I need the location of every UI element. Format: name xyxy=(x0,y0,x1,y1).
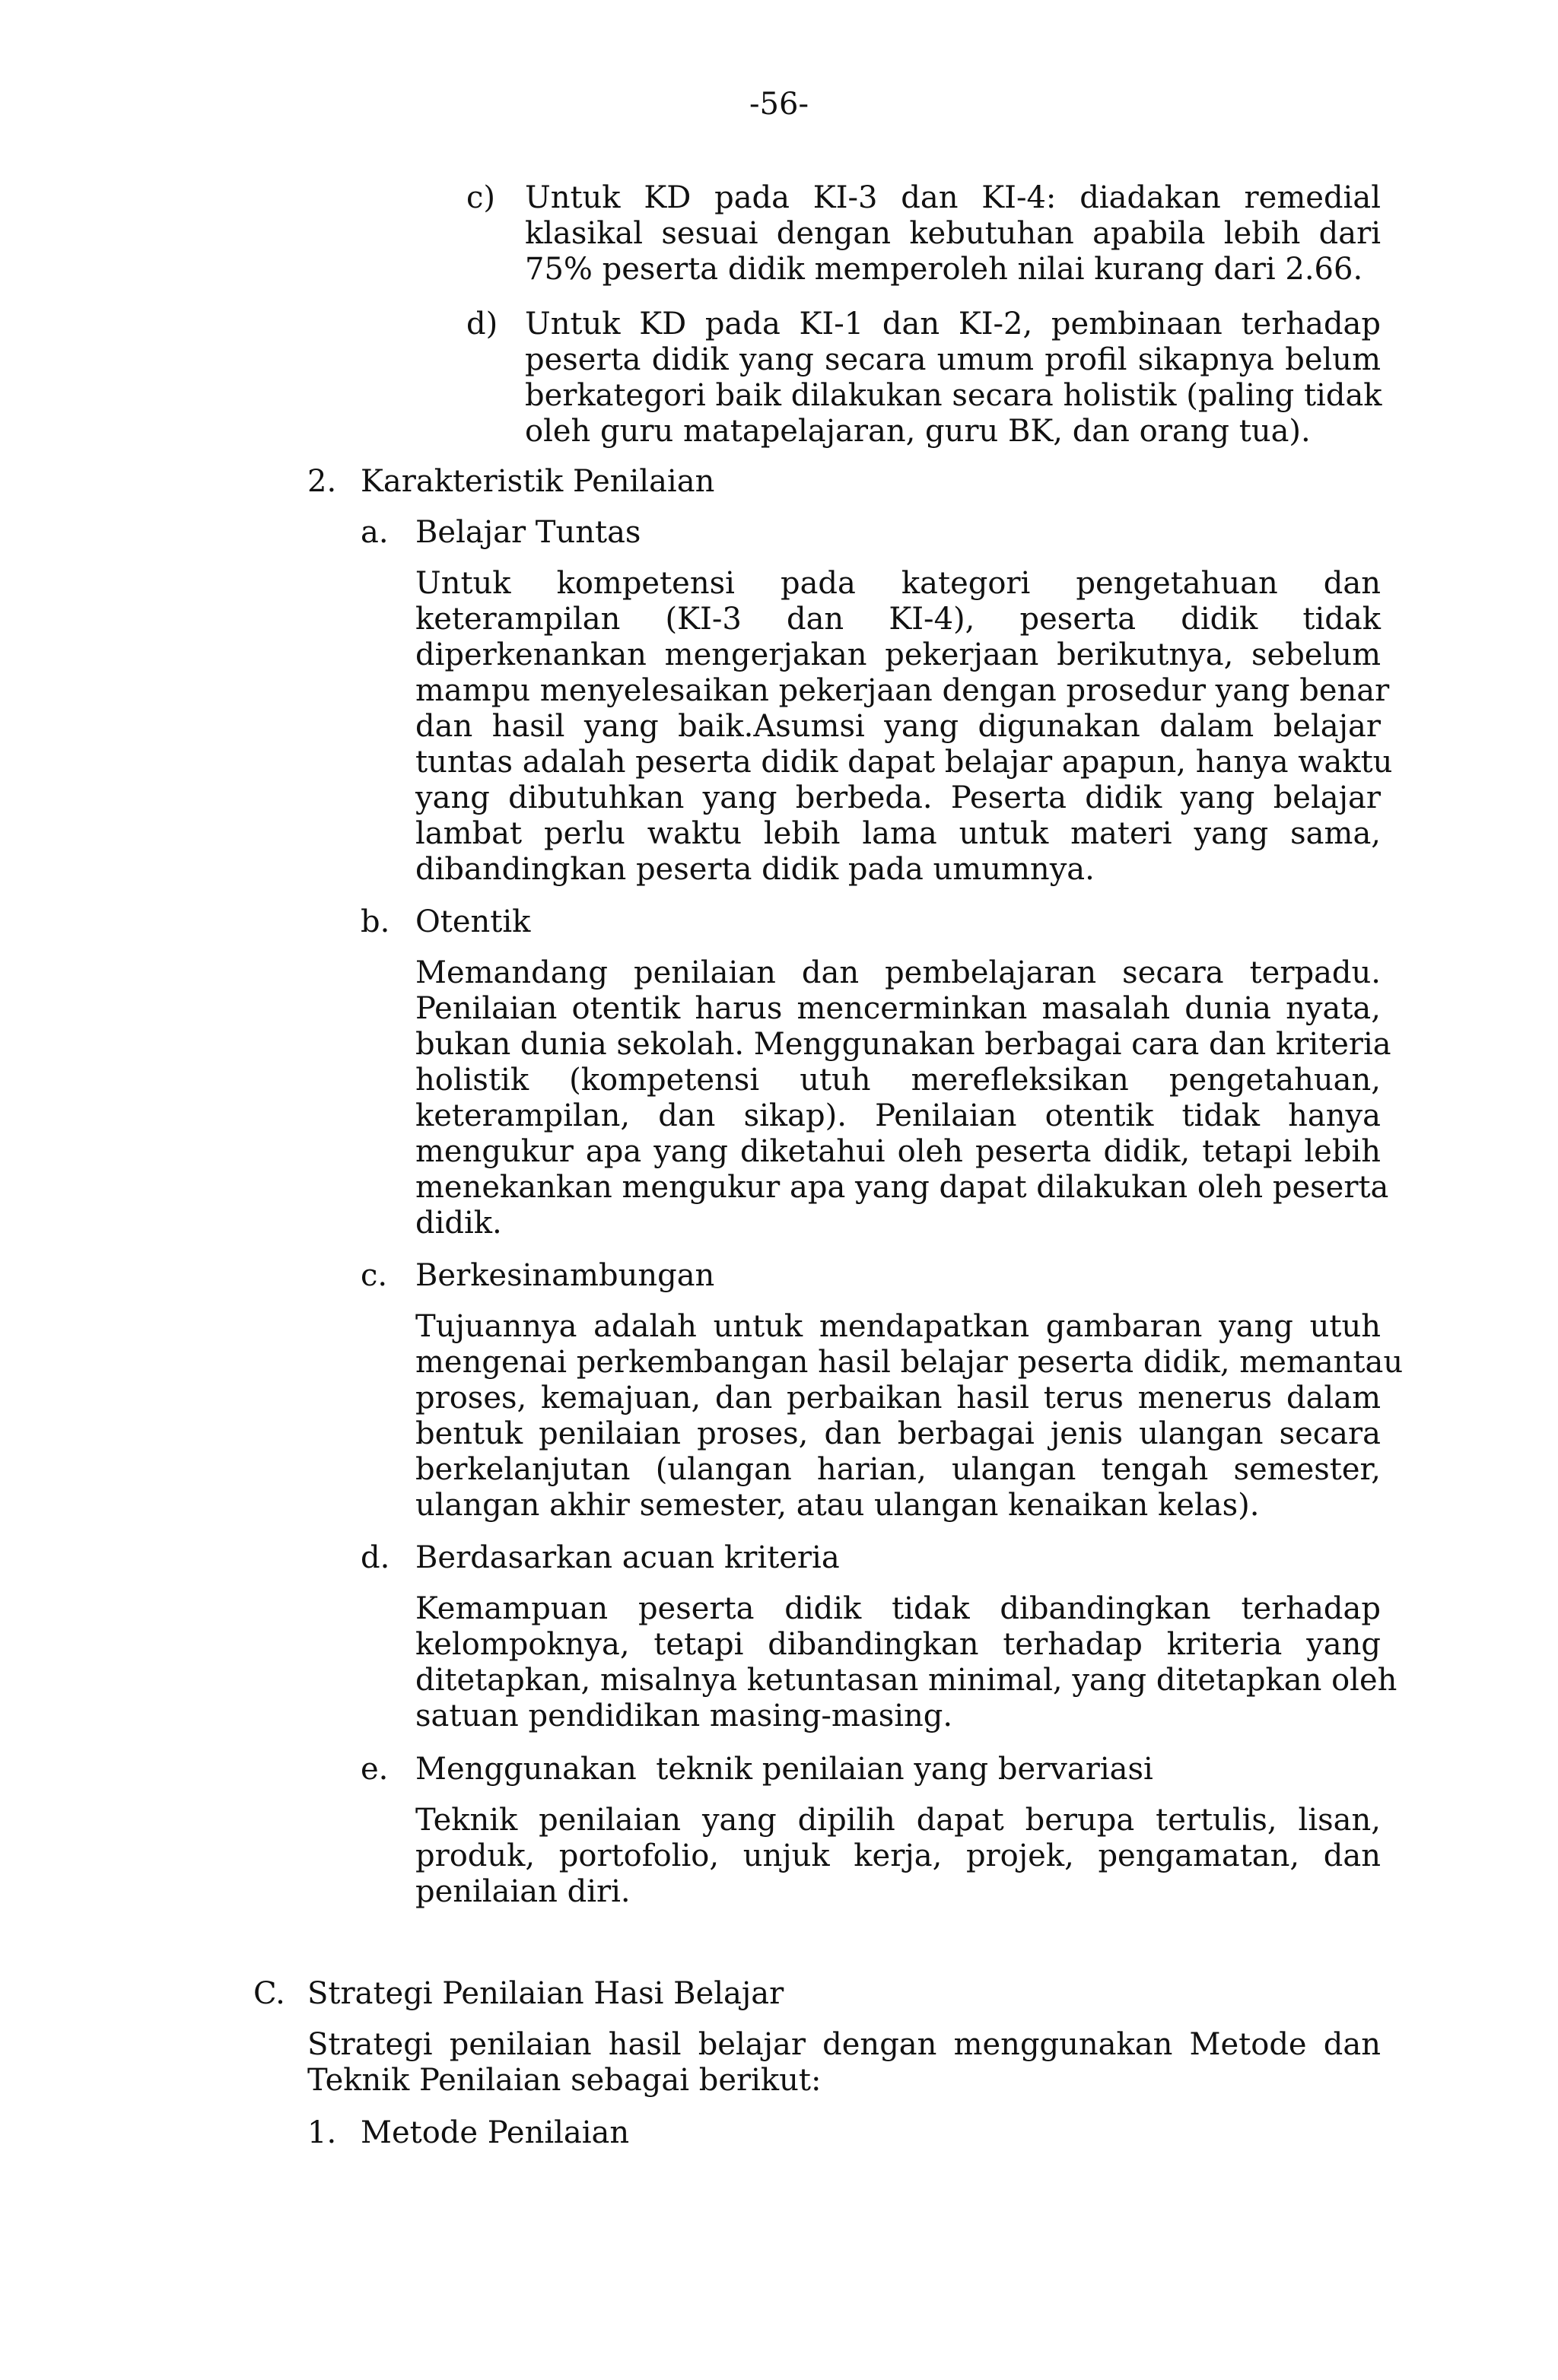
sub-e-line: produk, portofolio, unjuk kerja, projek, pengamatan, dan xyxy=(415,1838,1381,1873)
section-C-title: Strategi Penilaian Hasi Belajar xyxy=(307,1976,784,2011)
item-d-line-4: oleh guru matapelajaran, guru BK, dan orang tua). xyxy=(525,414,1311,449)
sub-a-line: yang dibutuhkan yang berbeda. Peserta didik yang belajar xyxy=(415,780,1381,815)
sub-c-title: Berkesinambungan xyxy=(415,1258,715,1293)
sub-b-paragraph xyxy=(415,955,1391,1241)
sub-b-line: keterampilan, dan sikap). Penilaian otentik tidak hanya xyxy=(415,1098,1381,1133)
sub-a-marker: a. xyxy=(361,515,389,550)
section-C-line: Strategi penilaian hasil belajar dengan menggunakan Metode dan xyxy=(307,2027,1381,2062)
sub-b-line: holistik (kompetensi utuh merefleksikan pengetahuan, xyxy=(415,1063,1381,1098)
sub-a-title: Belajar Tuntas xyxy=(415,515,641,550)
sub-d-line: Kemampuan peserta didik tidak dibandingkan terhadap xyxy=(415,1591,1381,1626)
sub-a-line: keterampilan (KI-3 dan KI-4), peserta didik tidak xyxy=(415,602,1381,637)
sub-a-line: lambat perlu waktu lebih lama untuk materi yang sama, xyxy=(415,816,1381,851)
section-C1-marker: 1. xyxy=(307,2115,337,2150)
sub-c-line: bentuk penilaian proses, dan berbagai jenis ulangan secara xyxy=(415,1416,1381,1451)
sub-a-line: diperkenankan mengerjakan pekerjaan berikutnya, sebelum xyxy=(415,637,1381,672)
item-c-line-1: Untuk KD pada KI-3 dan KI-4: diadakan remedial xyxy=(525,180,1381,215)
sub-c-line: Tujuannya adalah untuk mendapatkan gambaran yang utuh xyxy=(415,1309,1381,1344)
item-d-marker: d) xyxy=(466,307,498,342)
sub-b-marker: b. xyxy=(361,904,390,939)
item-d-line-1: Untuk KD pada KI-1 dan KI-2, pembinaan terhadap xyxy=(525,307,1381,342)
sub-c-line: proses, kemajuan, dan perbaikan hasil terus menerus dalam xyxy=(415,1381,1381,1416)
sub-d-paragraph xyxy=(415,1591,1397,1734)
sub-e-line: Teknik penilaian yang dipilih dapat berupa tertulis, lisan, xyxy=(415,1803,1381,1838)
section-C1-title: Metode Penilaian xyxy=(361,2115,630,2150)
sub-b-line: bukan dunia sekolah. Menggunakan berbagai cara dan kriteria xyxy=(415,1027,1391,1062)
item-d-line-3: berkategori baik dilakukan secara holistik (paling tidak xyxy=(525,378,1382,413)
sub-d-line: ditetapkan, misalnya ketuntasan minimal, yang ditetapkan oleh xyxy=(415,1663,1397,1698)
page-number: -56- xyxy=(749,87,809,122)
section-C-line: Teknik Penilaian sebagai berikut: xyxy=(307,2063,822,2098)
sub-a-line: Untuk kompetensi pada kategori pengetahuan dan xyxy=(415,566,1381,601)
sub-d-line: kelompoknya, tetapi dibandingkan terhadap kriteria yang xyxy=(415,1627,1381,1662)
sub-a-paragraph xyxy=(415,566,1393,888)
sub-e-paragraph xyxy=(415,1803,1381,1910)
item-c-line-3: 75% peserta didik memperoleh nilai kurang dari 2.66. xyxy=(525,252,1363,287)
sub-a-line: tuntas adalah peserta didik dapat belajar apapun, hanya waktu xyxy=(415,745,1393,780)
sub-c-line: ulangan akhir semester, atau ulangan kenaikan kelas). xyxy=(415,1488,1260,1523)
section-C-marker: C. xyxy=(253,1976,285,2011)
sub-e-marker: e. xyxy=(361,1752,389,1787)
sub-d-line: satuan pendidikan masing-masing. xyxy=(415,1698,953,1733)
sub-c-marker: c. xyxy=(361,1258,388,1293)
sub-b-line: didik. xyxy=(415,1206,502,1241)
item-c-text xyxy=(525,180,1381,288)
sub-a-line: dibandingkan peserta didik pada umumnya. xyxy=(415,852,1095,887)
section-C-paragraph xyxy=(307,2027,1381,2099)
sub-b-line: mengukur apa yang diketahui oleh peserta didik, tetapi lebih xyxy=(415,1134,1381,1169)
item-d-line-2: peserta didik yang secara umum profil sikapnya belum xyxy=(525,342,1381,377)
sub-c-paragraph xyxy=(415,1309,1404,1524)
sub-a-line: dan hasil yang baik.Asumsi yang digunakan dalam belajar xyxy=(415,709,1381,744)
sub-b-line: Penilaian otentik harus mencerminkan masalah dunia nyata, xyxy=(415,991,1381,1026)
sub-d-marker: d. xyxy=(361,1540,390,1575)
item-c-line-2: klasikal sesuai dengan kebutuhan apabila lebih dari xyxy=(525,216,1381,251)
sub-b-line: Memandang penilaian dan pembelajaran secara terpadu. xyxy=(415,955,1381,990)
sub-d-title: Berdasarkan acuan kriteria xyxy=(415,1540,840,1575)
sub-e-line: penilaian diri. xyxy=(415,1874,631,1909)
sub-a-line: mampu menyelesaikan pekerjaan dengan prosedur yang benar xyxy=(415,673,1390,708)
section-2-marker: 2. xyxy=(307,464,337,499)
sub-c-line: berkelanjutan (ulangan harian, ulangan tengah semester, xyxy=(415,1452,1381,1487)
sub-b-line: menekankan mengukur apa yang dapat dilakukan oleh peserta xyxy=(415,1170,1389,1205)
section-2-title: Karakteristik Penilaian xyxy=(361,464,715,499)
sub-e-title: Menggunakan teknik penilaian yang bervariasi xyxy=(415,1752,1153,1787)
item-d-text xyxy=(525,307,1381,450)
sub-b-title: Otentik xyxy=(415,904,531,939)
sub-c-line: mengenai perkembangan hasil belajar peserta didik, memantau xyxy=(415,1345,1404,1380)
item-c-marker: c) xyxy=(466,180,496,215)
